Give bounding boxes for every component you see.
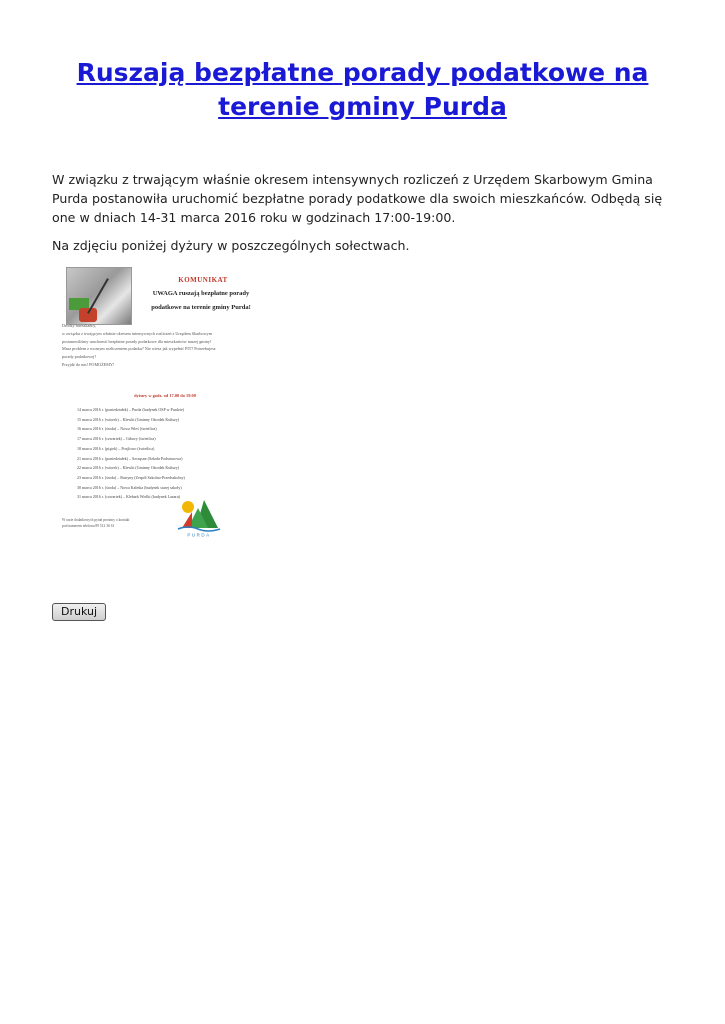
poster-body bbox=[62, 322, 268, 369]
schedule-item: 31 marca 2016 r. (czwartek) – Klebark Wielki (budynek Lazaru) bbox=[77, 494, 181, 500]
purda-logo-icon bbox=[174, 498, 224, 538]
article-intro: W związku z trwającym właśnie okresem intensywnych rozliczeń z Urzędem Skarbowym Gmina Purda postanowiła uruchomić bezpłatne porady podatkowe dla swoich mieszkańców. Odbędą się one w dniach 14-31 marca 2016 roku w godzinach 17:00-19:00. bbox=[52, 172, 663, 225]
poster-duty-heading: dyżury w godz. od 17.00 do 19.00 bbox=[134, 393, 196, 398]
poster-footer-line: pod numerem telefonu 89 512 36 61 bbox=[62, 524, 115, 528]
article-title-link[interactable]: Ruszają bezpłatne porady podatkowe na terenie gminy Purda bbox=[76, 58, 649, 121]
print-button[interactable]: Drukuj bbox=[52, 603, 106, 621]
poster-schedule bbox=[77, 405, 185, 502]
image-caption: Na zdjęciu poniżej dyżury w poszczególnych sołectwach. bbox=[52, 238, 410, 253]
schedule-item: 17 marca 2016 r. (czwartek) – Giławy (świetlica) bbox=[77, 436, 156, 442]
poster-body-line: postanowiliśmy uruchomić bezpłatne porady podatkowe dla mieszkańców naszej gminy! bbox=[62, 338, 212, 344]
schedule-item: 23 marca 2016 r. (środa) – Butryny (Zespół Szkolno-Przedszkolny) bbox=[77, 474, 185, 480]
poster-subtitle-line1: UWAGA ruszają bezpłatne porady bbox=[152, 290, 250, 297]
schedule-item: 15 marca 2016 r. (wtorek) – Klewki (Gminny Ośrodek Kultury) bbox=[77, 416, 180, 422]
poster-footer-line: W razie dodatkowych pytań prosimy o kontakt bbox=[62, 518, 130, 522]
tax-documents-photo bbox=[66, 267, 132, 325]
poster-footer bbox=[62, 517, 129, 529]
schedule-item: 18 marca 2016 r. (piątek) – Pozjlowo (świetlica) bbox=[77, 445, 155, 451]
schedule-item: 21 marca 2016 r. (poniedziałek) – Szczęsne (Szkoła Podstawowa) bbox=[77, 455, 183, 461]
schedule-item: 16 marca 2016 r. (środa) – Nowa Wieś (świetlica) bbox=[77, 426, 157, 432]
poster-body-line: porady podatkowej? bbox=[62, 354, 97, 360]
poster-subtitle-line2: podatkowe na terenie gminy Purda! bbox=[151, 304, 251, 311]
poster-heading: KOMUNIKAT bbox=[178, 276, 228, 284]
poster-body-line: Przyjdź do nas! POMOŻEMY! bbox=[62, 361, 115, 367]
schedule-item: 14 marca 2016 r. (poniedziałek) – Purda (budynek OSP w Purdzie) bbox=[77, 407, 185, 412]
poster-body-line: Drodzy mieszkańcy, bbox=[62, 323, 97, 328]
poster-body-line: w związku z trwającym właśnie okresem intensywnych rozliczeń z Urzędem Skarbowym bbox=[62, 330, 212, 336]
announcement-poster-image bbox=[62, 264, 268, 540]
page-title bbox=[52, 56, 673, 124]
schedule-item: 22 marca 2016 r. (wtorek) – Klewki (Gminny Ośrodek Kultury) bbox=[77, 465, 180, 471]
poster-body-line: Masz problem z rocznym rozliczeniem podatku? Nie wiesz jak wypełnić PIT? Potrzebujesz bbox=[62, 346, 216, 352]
schedule-item: 30 marca 2016 r. (środa) – Nowa Kaletka (budynek starej szkoły) bbox=[77, 484, 182, 490]
logo-text: PURDA bbox=[187, 532, 211, 538]
